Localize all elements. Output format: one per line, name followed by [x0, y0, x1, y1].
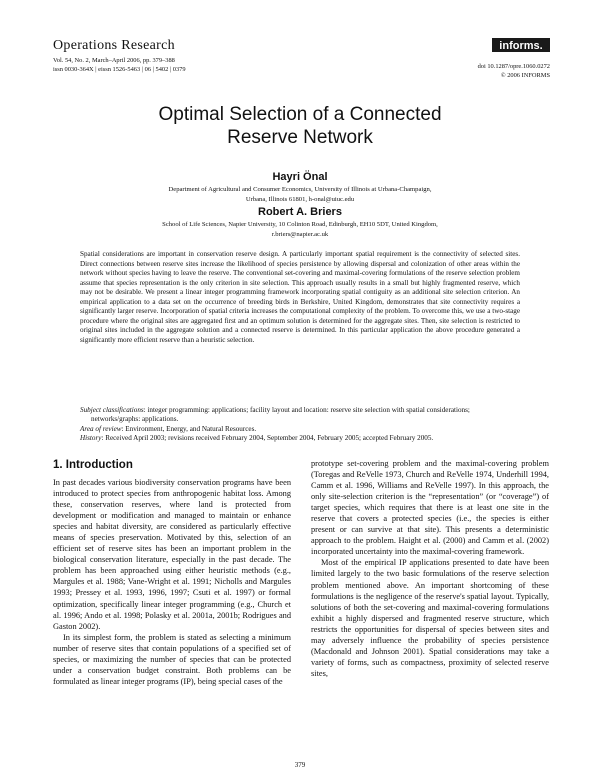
abstract: Spatial considerations are important in conservation reserve design. A particularly important spatial requirement is the connectivity of selected sites. Direct connections between reserve sites increase the likelihood of species persistence by allowing dispersal and colonization of other areas within the network without species having to leave the reserve. The conventional set-covering and maximal-covering formulations of the reserve selection problem assume that species representation is the only criterion in site selection. This approach usually results in a small but highly fragmented reserve, which may not be desirable. We present a linear integer programming framework incorporating spatial contiguity as an additional site selection criterion. An empirical application to a data set on the occurrence of breeding birds in Berkshire, United Kingdom, demonstrates that site connectivity requires a significantly larger reserve. Incorporation of spatial criteria increases the computational complexity of the problem. To overcome this, we use a two-stage procedure where the original sites are aggregated first and an optimum solution is determined for the aggregate sites. Then, site selection is restricted to original sites included in the aggregate solution and a connected reserve is determined. In this particular application the above procedure generated a significantly more efficient reserve than a heuristic selection. [80, 250, 520, 344]
affiliation-2-line-2: r.briers@napier.ac.uk [271, 230, 329, 238]
area-text: : Environment, Energy, and Natural Resources. [121, 424, 257, 433]
author-affiliation-2 [60, 220, 540, 239]
area-of-review [80, 425, 520, 434]
paragraph: prototype set-covering problem and the maximal-covering problem (Toregas and ReVelle 1973, Church and ReVelle 1974, Underhill 1994, Camm et al. 1996, Williams and ReVelle 1997). In this approach, the only site-selection criterion is the “representation” (or “coverage”) of target species, which requires that there is at least one site in the reserve that covers a protected species (i.e., the species is either present or can survive at that site). This presents a deterministic approach to the problem. Haight et al. (2000) and Camm et al. (2002) incorporated uncertainty into the maximal-covering framework. [311, 459, 549, 557]
history [80, 434, 520, 443]
doi-block [478, 62, 550, 80]
author-affiliation-1 [60, 185, 540, 204]
affiliation-1-line-1: Department of Agricultural and Consumer Economics, University of Illinois at Urbana-Champaign, [168, 186, 432, 193]
area-label: Area of review [80, 424, 122, 433]
paper-title [60, 103, 540, 149]
affiliation-2-line-1: School of Life Sciences, Napier University, 10 Colinton Road, Edinburgh, EH10 5DT, United Kingdom, [162, 221, 438, 228]
subject-classifications [80, 406, 520, 425]
affiliation-1-line-2: Urbana, Illinois 61801, h-onal@uiuc.edu [245, 195, 355, 203]
informs-logo [492, 38, 550, 52]
author-name-1: Hayri Önal [272, 171, 328, 183]
history-text: : Received April 2003; revisions received February 2004, September 2004, February 2005; accepted February 2005. [101, 433, 434, 442]
body-column-right [311, 458, 549, 679]
body-column-left [53, 458, 291, 687]
subject-text: : integer programming: applications; facility layout and location: reserve site selection with spatial considerations; networks/graphs: applications. [91, 406, 470, 424]
article-metadata [80, 406, 520, 443]
paragraph: Most of the empirical IP applications presented to date have been limited largely to the two basic formulations of the reserve selection problem mentioned above. An important shortcoming of these formulations is the negligence of the reserve's spatial layout. Typically, solutions of both the set-covering and maximal-covering formulations exhibit a highly dispersed and fragmented reserve structure, which restricts the opportunities for dispersal of species between sites and may adversely influence the probability of species persistence (Macdonald and Johnson 2001). Spatial considerations may take a variety of forms, such as compactness, proximity of selected reserve sites, [311, 558, 549, 678]
paragraph: In past decades various biodiversity conservation programs have been introduced to protect species from anthropogenic habitat loss. Among these, conservation reserves, where land is protected from development or modification and managed to maintain or enhance species and habitat diversity, are considered as particularly effective means of species preservation. Motivated by this, selection of an efficient set of reserve sites has been an important problem in the biological conservation literature, especially in the past decade. The problem has been approached using either heuristic methods (e.g., Margules et al. 1988; Vane-Wright et al. 1991; Nicholls and Margules 1993; Pressey et al. 1993, 1996, 1997; Csuti et al. 1997) or formal optimization, specifically linear integer programming (e.g., Church et al. 1996; Ando et al. 1998; Polasky et al. 2001a, 2001b; Rodrigues and Gaston 2002). [53, 478, 291, 631]
history-label: History [80, 433, 102, 442]
page-number: 379 [294, 761, 306, 769]
title-line-1: Optimal Selection of a Connected [158, 104, 442, 125]
copyright-text: © 2006 INFORMS [500, 72, 550, 79]
section-heading: 1. Introduction [53, 459, 133, 471]
author-name-2: Robert A. Briers [258, 206, 342, 218]
journal-name [53, 38, 175, 54]
title-line-2: Reserve Network [227, 127, 373, 148]
journal-meta [53, 56, 186, 74]
logo-text: informs. [499, 40, 543, 52]
subject-label: Subject classifications [80, 406, 144, 414]
paragraph: In its simplest form, the problem is stated as selecting a minimum number of reserve sites that contain populations of a specified set of species, or maximizing the number of species that can be protected under a conservation budget constraint. Both problems can be formulated as linear integer programs (IP), being special cases of the [53, 632, 291, 686]
informs-logo-graphic [492, 38, 550, 52]
volume-info: Vol. 54, No. 2, March–April 2006, pp. 379–388 [53, 57, 175, 64]
journal-title-text: Operations Research [53, 38, 175, 53]
issn-info: issn 0030-364X | eissn 1526-5463 | 06 | 5402 | 0379 [53, 66, 186, 73]
doi-text: doi 10.1287/opre.1060.0272 [477, 63, 550, 70]
